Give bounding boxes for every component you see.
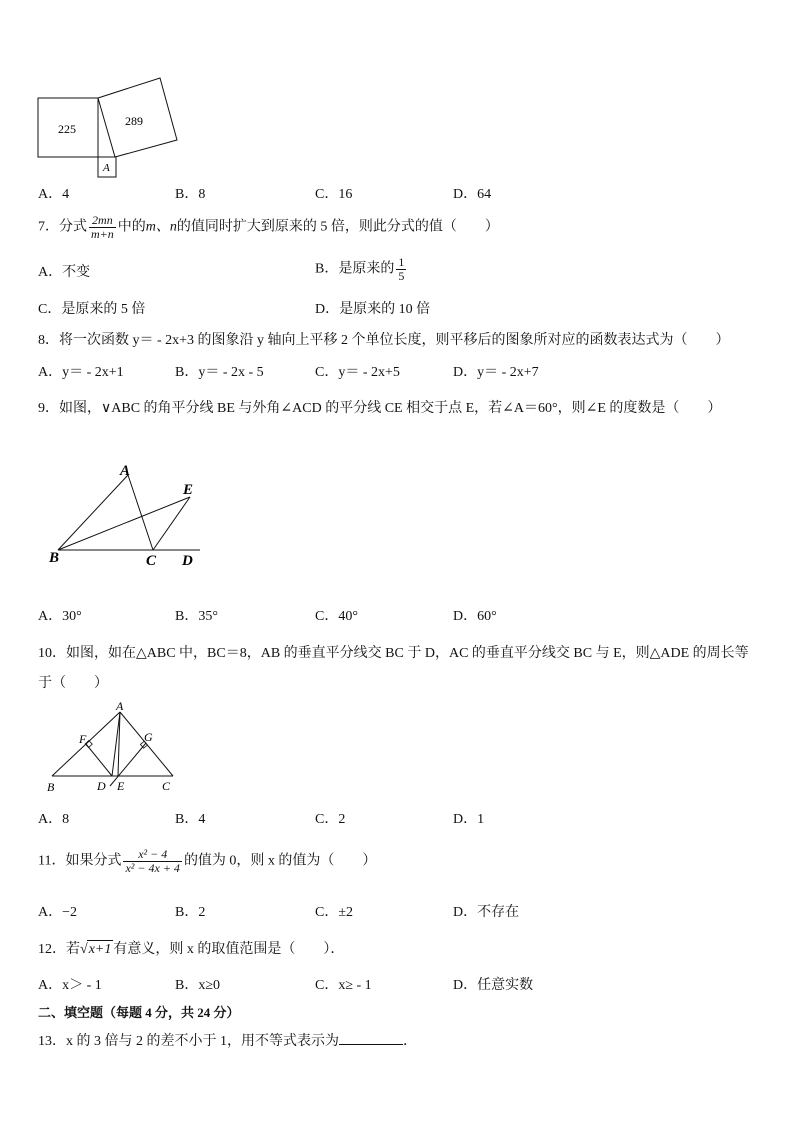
q7-stem bbox=[38, 214, 499, 241]
q13-prefix: 13．x 的 3 倍与 2 的差不小于 1，用不等式表示为 bbox=[38, 1034, 339, 1049]
q11-stem bbox=[38, 848, 376, 875]
q11-option-a[interactable]: A．−2 bbox=[38, 905, 78, 920]
q12-option-d[interactable]: D．任意实数 bbox=[453, 978, 534, 993]
q13-answer-blank[interactable] bbox=[339, 1030, 403, 1045]
q7-optB-prefix: B．是原来的 bbox=[315, 261, 395, 277]
q7-prefix: 7．分式 bbox=[38, 219, 87, 235]
q11-option-b[interactable]: B．2 bbox=[175, 905, 206, 920]
q12-option-a[interactable]: A．x＞ - 1 bbox=[38, 978, 102, 993]
q7-option-a[interactable]: A．不变 bbox=[38, 265, 91, 280]
q6-option-b[interactable]: B．8 bbox=[175, 187, 206, 202]
q10-label-G: G bbox=[144, 730, 153, 744]
q8-stem: 8．将一次函数 y＝ - 2x+3 的图象沿 y 轴向上平移 2 个单位长度，则平移后的图象所对应的函数表达式为（ ） bbox=[38, 333, 730, 348]
q10-option-d[interactable]: D．1 bbox=[453, 812, 485, 827]
q9-label-D: D bbox=[182, 553, 193, 569]
q10-option-b[interactable]: B．4 bbox=[175, 812, 206, 827]
q7-suffix: 的值同时扩大到原来的 5 倍，则此分式的值（ ） bbox=[176, 219, 499, 235]
q8-option-b[interactable]: B．y＝ - 2x - 5 bbox=[175, 365, 264, 380]
q11-frac-den: x² − 4x + 4 bbox=[125, 861, 180, 875]
q11-fraction bbox=[123, 848, 181, 875]
q11-frac-num: x² − 4 bbox=[138, 847, 168, 861]
q7-optB-den: 5 bbox=[398, 269, 405, 283]
q10-triangle-figure bbox=[40, 698, 190, 798]
q9-label-B: B bbox=[49, 550, 60, 566]
q13-stem bbox=[38, 1030, 417, 1051]
q9-option-a[interactable]: A．30° bbox=[38, 609, 82, 624]
q7-option-c[interactable]: C．是原来的 5 倍 bbox=[38, 302, 146, 317]
q7-optB-num: 1 bbox=[398, 255, 405, 269]
q8-option-a[interactable]: A．y＝ - 2x+1 bbox=[38, 365, 124, 380]
q13-suffix: ． bbox=[403, 1034, 417, 1049]
q9-label-A: A bbox=[120, 463, 131, 479]
q9-stem: 9．如图，∨ABC 的角平分线 BE 与外角∠ACD 的平分线 CE 相交于点 E，若∠A＝60°，则∠E 的度数是（ ） bbox=[38, 401, 722, 416]
q11-option-c[interactable]: C．±2 bbox=[315, 905, 354, 920]
q10-label-C: C bbox=[162, 779, 171, 793]
q9-option-d[interactable]: D．60° bbox=[453, 609, 497, 624]
q10-option-c[interactable]: C．2 bbox=[315, 812, 346, 827]
q6-option-a[interactable]: A．4 bbox=[38, 187, 70, 202]
square-225-label: 225 bbox=[58, 122, 76, 136]
q12-stem bbox=[38, 940, 344, 959]
q9-triangle-figure bbox=[40, 455, 215, 575]
q10-label-D: D bbox=[97, 779, 106, 793]
q10-label-B: B bbox=[47, 780, 55, 794]
q7-fraction bbox=[89, 214, 116, 241]
section-heading: 二、填空题（每题 4 分，共 24 分） bbox=[38, 1005, 240, 1020]
q12-prefix: 12．若 bbox=[38, 942, 80, 957]
q7-option-d[interactable]: D．是原来的 10 倍 bbox=[315, 302, 431, 317]
q7-middle: 中的 bbox=[117, 219, 146, 235]
q12-radicand: x+1 bbox=[88, 942, 112, 957]
q12-suffix: 有意义，则 x 的取值范围是（ ）． bbox=[113, 942, 345, 957]
q7-option-b[interactable] bbox=[315, 256, 408, 283]
q7-optB-fraction bbox=[396, 256, 406, 283]
q9-option-b[interactable]: B．35° bbox=[175, 609, 218, 624]
q9-label-E: E bbox=[183, 482, 194, 498]
q6-option-c[interactable]: C．16 bbox=[315, 187, 353, 202]
q9-label-C: C bbox=[146, 553, 157, 569]
q7-vars: m、n bbox=[145, 219, 177, 235]
q12-option-c[interactable]: C．x≥ - 1 bbox=[315, 978, 372, 993]
q6-squares-figure bbox=[30, 75, 190, 185]
q6-option-d[interactable]: D．64 bbox=[453, 187, 492, 202]
q11-prefix: 11．如果分式 bbox=[38, 853, 122, 869]
q8-option-d[interactable]: D．y＝ - 2x+7 bbox=[453, 365, 539, 380]
q10-option-a[interactable]: A．8 bbox=[38, 812, 70, 827]
q11-option-d[interactable]: D．不存在 bbox=[453, 905, 520, 920]
q9-option-c[interactable]: C．40° bbox=[315, 609, 358, 624]
q11-suffix: 的值为 0，则 x 的值为（ ） bbox=[183, 853, 377, 869]
square-A-label: A bbox=[103, 162, 110, 174]
q7-frac-den: m+n bbox=[91, 227, 114, 241]
q10-label-F: F bbox=[79, 732, 87, 746]
q10-stem-line2: 于（ ） bbox=[38, 676, 108, 691]
sqrt-icon: √ bbox=[80, 942, 88, 957]
q10-label-A: A bbox=[116, 699, 124, 713]
q12-option-b[interactable]: B．x≥0 bbox=[175, 978, 221, 993]
square-289-label: 289 bbox=[125, 114, 143, 128]
q8-option-c[interactable]: C．y＝ - 2x+5 bbox=[315, 365, 400, 380]
q7-frac-num: 2mn bbox=[92, 213, 113, 227]
q10-stem-line1: 10．如图，如在△ABC 中，BC＝8，AB 的垂直平分线交 BC 于 D，AC 的垂直平分线交 BC 与 E，则△ADE 的周长等 bbox=[38, 646, 749, 661]
q10-label-E: E bbox=[117, 779, 125, 793]
